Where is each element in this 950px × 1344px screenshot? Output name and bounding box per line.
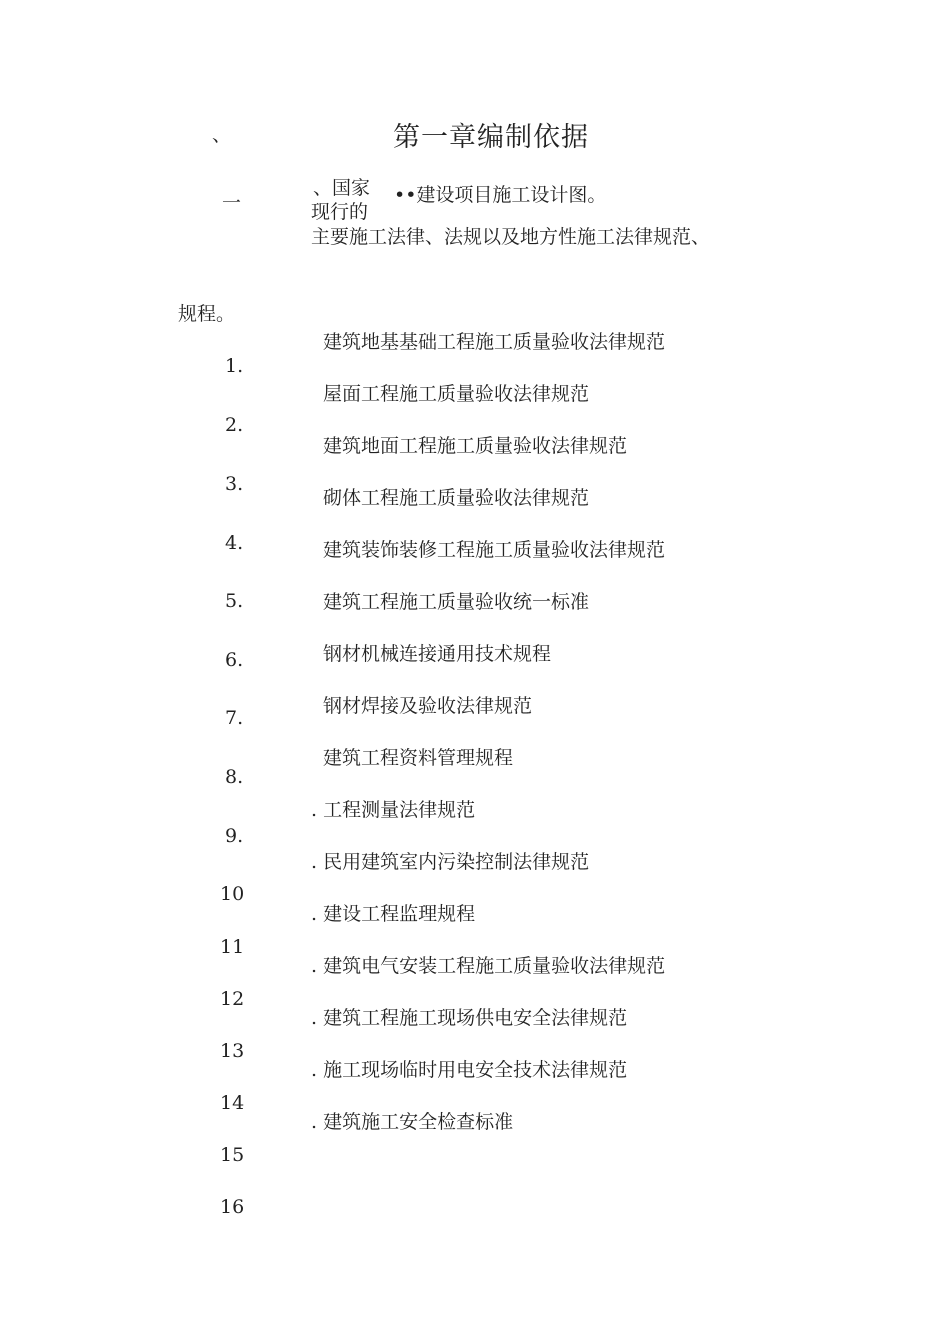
list-item: . 建筑施工安全检查标准	[311, 1111, 514, 1133]
chapter-title: 第一章编制依据	[393, 122, 589, 153]
list-item: 钢材机械连接通用技术规程	[323, 643, 552, 665]
section-laws-tail: 规程。	[178, 303, 236, 325]
item-number: 15	[220, 1144, 245, 1166]
list-item: 钢材焊接及验收法律规范	[323, 695, 533, 717]
list-item: . 建筑电气安装工程施工质量验收法律规范	[311, 955, 666, 977]
item-number: 7.	[225, 707, 244, 729]
section-country: 、国家	[313, 177, 371, 199]
list-item: 建筑地面工程施工质量验收法律规范	[323, 435, 628, 457]
heading-mark: 、	[212, 124, 232, 146]
item-number: 9.	[225, 825, 244, 847]
list-item: . 施工现场临时用电安全技术法律规范	[311, 1059, 628, 1081]
item-number: 8.	[225, 766, 244, 788]
list-item: 建筑装饰装修工程施工质量验收法律规范	[323, 539, 666, 561]
list-item: . 工程测量法律规范	[311, 799, 476, 821]
item-number: 11	[220, 936, 245, 958]
item-number: 4.	[225, 532, 244, 554]
list-item: . 建设工程监理规程	[311, 903, 476, 925]
item-number: 10	[220, 883, 245, 905]
item-number: 16	[220, 1196, 245, 1218]
item-number: 5.	[225, 590, 244, 612]
list-item: 屋面工程施工质量验收法律规范	[323, 383, 590, 405]
section-current: 现行的	[311, 201, 369, 223]
item-number: 2.	[225, 414, 244, 436]
item-number: 14	[220, 1092, 245, 1114]
list-item: . 建筑工程施工现场供电安全法律规范	[311, 1007, 628, 1029]
section-number-one: 一	[222, 192, 242, 214]
list-item: 建筑工程施工质量验收统一标准	[323, 591, 590, 613]
list-item: . 民用建筑室内污染控制法律规范	[311, 851, 590, 873]
list-item: 建筑地基基础工程施工质量验收法律规范	[323, 331, 666, 353]
item-number: 6.	[225, 649, 244, 671]
item-number: 3.	[225, 473, 244, 495]
item-number: 13	[220, 1040, 245, 1062]
section-drawing: ••建设项目施工设计图。	[394, 184, 607, 206]
item-number: 1.	[225, 355, 244, 377]
list-item: 建筑工程资料管理规程	[323, 747, 514, 769]
item-number: 12	[220, 988, 245, 1010]
list-item: 砌体工程施工质量验收法律规范	[323, 487, 590, 509]
section-laws-line: 主要施工法律、法规以及地方性施工法律规范、	[311, 226, 711, 248]
